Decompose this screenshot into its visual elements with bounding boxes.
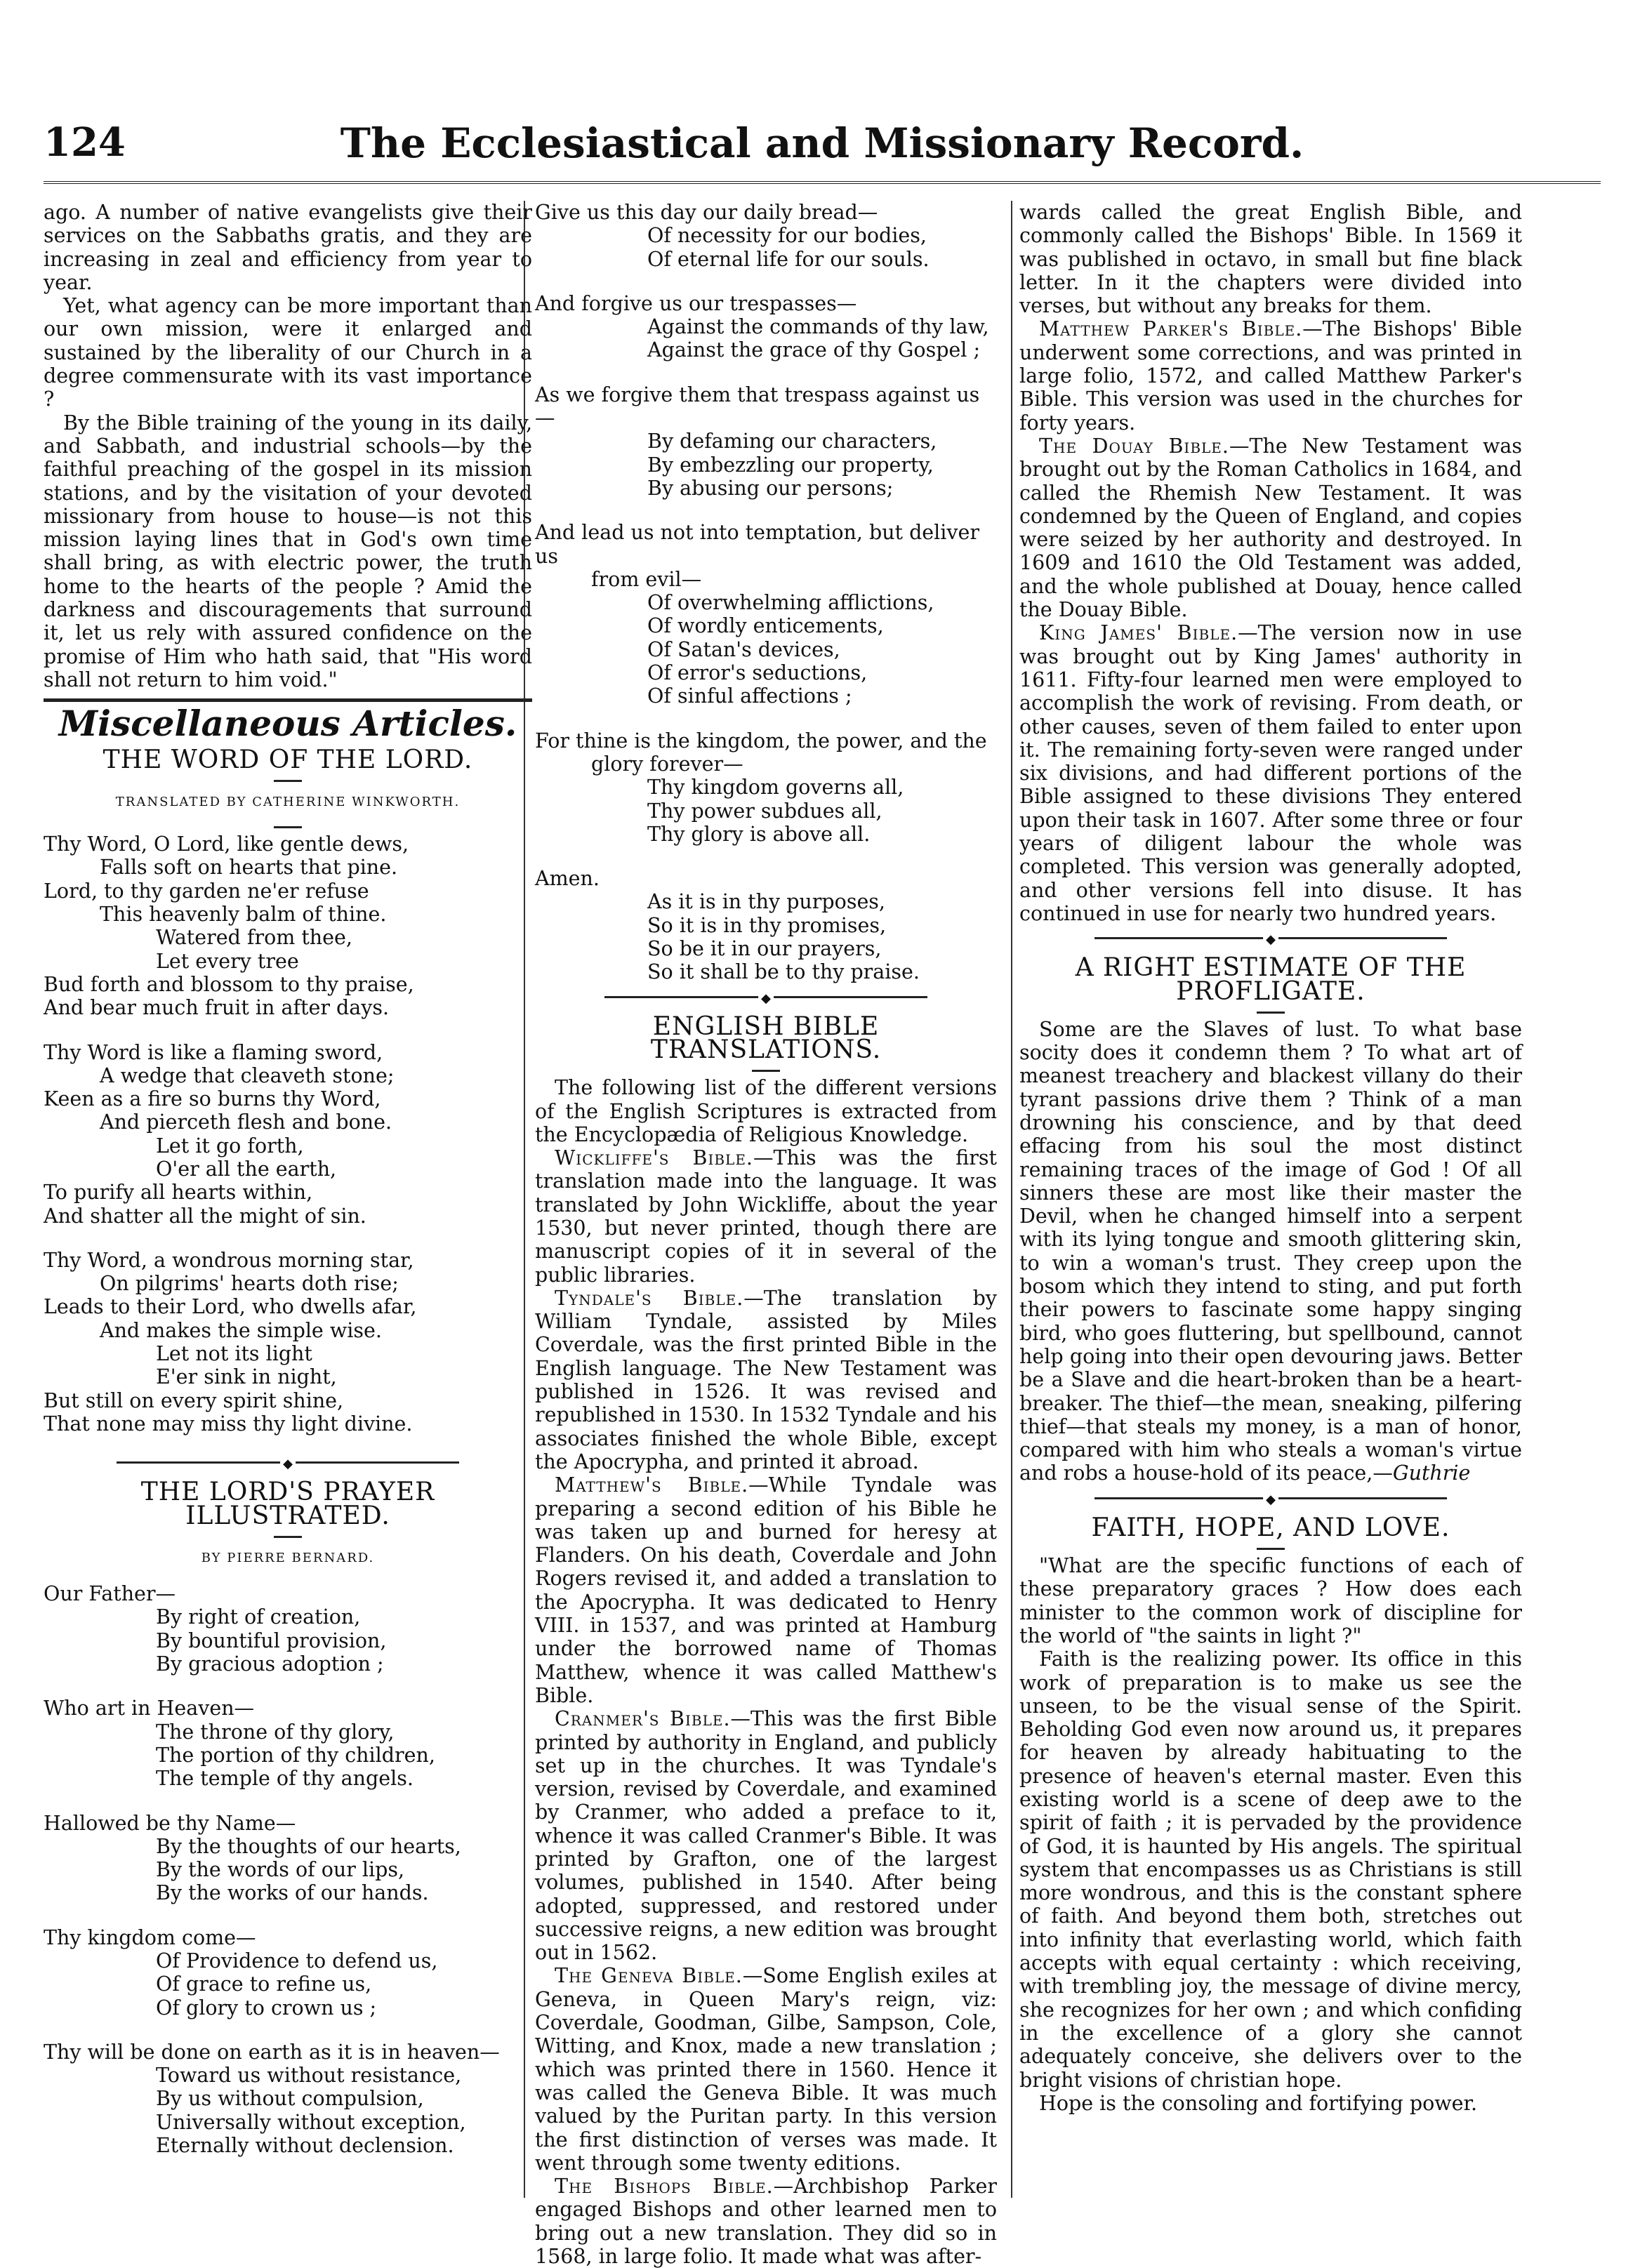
paragraph: Yet, what agency can be more important than our own mission, were it enlarged and sustained by the liberality of our Church in a degree commensurate with its vast importance ? bbox=[44, 294, 532, 411]
entry-heading: Matthew Parker's Bible. bbox=[1039, 317, 1303, 341]
paragraph bbox=[1019, 435, 1522, 621]
prayer-stanza bbox=[44, 1697, 532, 1790]
prayer-head: As we forgive them that trespass against us— bbox=[535, 383, 980, 430]
dash-rule bbox=[752, 1070, 780, 1072]
dash-rule bbox=[1257, 1012, 1285, 1014]
verse-line: Keen as a fire so burns thy Word, bbox=[44, 1087, 381, 1111]
prayer-stanza bbox=[535, 292, 997, 362]
verse-line: Thy Word, O Lord, like gentle dews, bbox=[44, 833, 409, 856]
page-title: The Ecclesiastical and Missionary Record. bbox=[340, 119, 1304, 167]
verse-line: By defaming our characters, bbox=[647, 430, 937, 453]
entry-text: —Archbishop Parker engaged Bishops and other learned men to bring out a new translation. They did so in 1568, in large folio. It made what was after- bbox=[535, 2175, 997, 2268]
paragraph bbox=[1019, 1018, 1522, 1485]
poem-stanza bbox=[44, 1041, 532, 1228]
prayer-head: Thy will be done on earth as it is in heaven— bbox=[44, 2040, 500, 2064]
article-title: ENGLISH BIBLE TRANSLATIONS. bbox=[650, 1012, 882, 1064]
verse-line: And bear much fruit in after days. bbox=[44, 996, 390, 1020]
poem-title: THE WORD OF THE LORD. bbox=[102, 745, 473, 774]
verse-line: The throne of thy glory, bbox=[156, 1720, 395, 1744]
paragraph: Faith is the realizing power. Its office in this work of preparation is to make us see the unseen, to be the visual sense of the Spirit. Beholding God even now around us, it prepares for heaven by already habituating to the presence of heaven's eternal master. Even this existing world is a scene of deep awe to the spirit of faith ; it is pervaded by the providence of God, it is haunted by His angels. The spiritual system that encompasses us as Christians is still more wondrous, and this is the constant sphere of faith. And beyond them both, stretches out into infinity that everlasting world, which faith accepts with equal certainty : which receiving, with trembling joy, the message of divine mercy, she recognizes for her own ; and which confiding in the excellence of a glory she cannot adequately conceive, she delivers over to the bright visions of christian hope. bbox=[1019, 1647, 1522, 2092]
section-heading: Miscellaneous Articles. bbox=[58, 703, 517, 745]
article-text: Some are the Slaves of lust. To what base socity does it condemn them ? To what art of meanest treachery and blackest villany do their tyrant passions drive them ? Think of a man drowning his conscience, and by that deed effacing from his soul the most distinct remaining traces of the image of God ! Of all sinners these are most like their master the Devil, when he changed himself into a serpent with its lying tongue and smooth glittering skin, to win a woman's trust. They creep upon the bosom which they intend to sting, and put forth their powers to fascinate some happy singing bird, who goes fluttering, but spellbound, cannot help going into their open devouring jaws. Better be a Slave and die heart-broken than be a heart-breaker. The thief—the mean, sneaking, pilfering thief—that steals my money, is a man of honor, compared with him who steals a woman's virtue and robs a house-hold of its peace,— bbox=[1019, 1017, 1522, 1485]
poem-title: THE LORD'S PRAYER ILLUSTRATED. bbox=[140, 1478, 435, 1530]
prayer-head: And forgive us our trespasses— bbox=[535, 291, 857, 315]
prayer-stanza bbox=[44, 2041, 532, 2157]
verse-line: Of wordly enticements, bbox=[647, 614, 884, 638]
ornament-rule bbox=[44, 1457, 532, 1468]
prayer-head: Who art in Heaven— bbox=[44, 1697, 255, 1720]
byline: BY PIERRE BERNARD. bbox=[201, 1550, 375, 1565]
verse-line: Of necessity for our bodies, bbox=[647, 224, 927, 248]
prayer-stanza bbox=[535, 729, 997, 846]
verse-line: Thy Word, a wondrous morning star, bbox=[44, 1248, 414, 1272]
entry-text: —This was the first translation made into the language. It was translated by John Wickliffe, about the year 1530, but never printed, though there are manuscript copies of it in several of the public libraries. bbox=[535, 1146, 997, 1287]
paragraph bbox=[1019, 621, 1522, 925]
paragraph bbox=[535, 1707, 997, 1964]
verse-line: And pierceth flesh and bone. bbox=[100, 1110, 392, 1134]
dash-rule bbox=[274, 826, 302, 828]
entry-heading: Matthew's Bible. bbox=[555, 1473, 749, 1497]
author: Guthrie bbox=[1392, 1461, 1471, 1485]
prayer-head: Hallowed be thy Name— bbox=[44, 1811, 296, 1835]
entry-text: —The Bishops' Bible underwent some corrections, and was printed in large folio, 1572, and called Matthew Parker's Bible. This version was used in the churches for forty years. bbox=[1019, 317, 1522, 435]
paragraph: Hope is the consoling and fortifying power. bbox=[1039, 2091, 1478, 2115]
verse-line: As it is in thy purposes, bbox=[647, 890, 885, 914]
verse-line: By embezzling our property, bbox=[647, 453, 934, 477]
entry-text: —Some English exiles at Geneva, in Queen Mary's reign, viz: Coverdale, Goodman, Gilbe, Sampson, Cole, Witting, and Knox, made a new translation ; which was printed there in 1560. Hence it was called the Geneva Bible. It was much valued by the Puritan party. In this version the first distinction of verses was made. It went through some twenty editions. bbox=[535, 1964, 997, 2175]
poem-stanza bbox=[44, 1249, 532, 1435]
paragraph: wards called the great English Bible, and commonly called the Bishops' Bible. In 1569 it was published in octavo, in small but fine black letter. In it the chapters were divided into verses, but without any breaks for them. bbox=[1019, 201, 1522, 318]
verse-line: Let every tree bbox=[156, 949, 299, 973]
prayer-stanza bbox=[44, 1582, 532, 1676]
entry-heading: King James' Bible. bbox=[1039, 621, 1238, 645]
verse-line: O'er all the earth, bbox=[156, 1157, 337, 1181]
prayer-head: And lead us not into temptation, but deliver us bbox=[535, 521, 979, 568]
entry-heading: Cranmer's Bible. bbox=[555, 1707, 731, 1731]
verse-line: Of sinful affections ; bbox=[647, 684, 852, 708]
verse-line: Leads to their Lord, who dwells afar, bbox=[44, 1295, 417, 1319]
paragraph bbox=[535, 1146, 997, 1287]
dash-rule bbox=[274, 1536, 302, 1538]
paragraph bbox=[535, 2175, 997, 2268]
ornament-rule bbox=[1019, 932, 1522, 943]
verse-line: Thy glory is above all. bbox=[647, 822, 871, 846]
verse-line: Eternally without declension. bbox=[156, 2134, 454, 2158]
verse-line: That none may miss thy light divine. bbox=[44, 1412, 413, 1435]
verse-line: Bud forth and blossom to thy praise, bbox=[44, 972, 414, 996]
verse-line: Thy power subdues all, bbox=[647, 799, 882, 823]
verse-line: By abusing our persons; bbox=[647, 476, 894, 500]
verse-line: By the works of our hands. bbox=[156, 1881, 429, 1905]
verse-line: Let not its light bbox=[156, 1342, 312, 1366]
verse-line: Against the commands of thy law, bbox=[647, 315, 989, 339]
column-divider bbox=[1011, 201, 1012, 2198]
verse-line: So it is in thy promises, bbox=[647, 913, 887, 937]
verse-line: And makes the simple wise. bbox=[100, 1318, 382, 1342]
page-header bbox=[44, 119, 1601, 175]
entry-heading: The Douay Bible. bbox=[1039, 434, 1229, 458]
entry-text: —The version now in use was brought out by King James' authority in 1611. Fifty-four learned men were employed to accomplish the work of revising. From death, or other causes, seven of them failed to enter upon it. The remaining forty-seven were ranged under six divisions, and had different portions of the Bible assigned to these divisions They entered upon their task in 1607. After some three or four years of diligent labour the whole was completed. This version was generally adopted, and other versions fell into disuse. It has continued in use for nearly two hundred years. bbox=[1019, 621, 1522, 925]
column-2 bbox=[535, 201, 997, 2268]
verse-line: And shatter all the might of sin. bbox=[44, 1204, 366, 1228]
verse-line: Let it go forth, bbox=[156, 1134, 304, 1158]
prayer-stanza bbox=[44, 1812, 532, 1905]
verse-line: By gracious adoption ; bbox=[156, 1652, 384, 1676]
verse-line: Toward us without resistance, bbox=[156, 2064, 462, 2088]
verse-line: This heavenly balm of thine. bbox=[100, 903, 387, 927]
verse-line: Of Providence to defend us, bbox=[156, 1949, 438, 1972]
verse-line: Lord, to thy garden ne'er refuse bbox=[44, 879, 369, 903]
prayer-stanza bbox=[535, 521, 997, 708]
section-rule bbox=[44, 698, 532, 702]
verse-line: Of overwhelming afflictions, bbox=[647, 591, 934, 615]
verse-line: But still on every spirit shine, bbox=[44, 1388, 344, 1412]
column-3 bbox=[1019, 201, 1522, 2115]
verse-line: E'er sink in night, bbox=[156, 1365, 337, 1389]
article-title: FAITH, HOPE, AND LOVE. bbox=[1091, 1513, 1450, 1542]
verse-line: To purify all hearts within, bbox=[44, 1181, 313, 1205]
prayer-stanza bbox=[535, 383, 997, 500]
verse-line: Of glory to crown us ; bbox=[156, 1996, 377, 2020]
verse-line: A wedge that cleaveth stone; bbox=[100, 1063, 395, 1087]
verse-line: On pilgrims' hearts doth rise; bbox=[100, 1272, 399, 1296]
prayer-head: Give us this day our daily bread— bbox=[535, 201, 878, 224]
entry-text: —The New Testament was brought out by the Roman Catholics in 1684, and called the Rhemish New Testament. It was condemned by the Queen of England, and copies were seized by her authority and destroyed. In 1609 and 1610 the Old Testament was added, and the whole published at Douay, hence called the Douay Bible. bbox=[1019, 434, 1522, 622]
entry-text: —The translation by William Tyndale, assisted by Miles Coverdale, was the first printed Bible in the English language. The New Testament was published in 1526. It was revised and republished in 1530. In 1532 Tyndale and his associates finished the whole Bible, except the Apocrypha, and printed it abroad. bbox=[535, 1286, 997, 1473]
entry-heading: Tyndale's Bible. bbox=[555, 1286, 744, 1310]
verse-line: Of error's seductions, bbox=[647, 661, 868, 685]
article-title: A RIGHT ESTIMATE OF THE PROFLIGATE. bbox=[1075, 953, 1467, 1006]
byline: TRANSLATED BY CATHERINE WINKWORTH. bbox=[115, 794, 461, 809]
verse-line: Watered from thee, bbox=[156, 926, 352, 950]
paragraph: ago. A number of native evangelists give their services on the Sabbaths gratis, and they are increasing in zeal and efficiency from year to year. bbox=[44, 201, 532, 294]
prayer-head: from evil— bbox=[591, 567, 702, 591]
verse-line: Thy Word is like a flaming sword, bbox=[44, 1040, 383, 1064]
paragraph bbox=[535, 1964, 997, 2175]
verse-line: By the thoughts of our hearts, bbox=[156, 1834, 461, 1858]
verse-line: So it shall be to thy praise. bbox=[647, 960, 920, 984]
column-1 bbox=[44, 201, 532, 2178]
verse-line: By right of creation, bbox=[156, 1605, 361, 1629]
verse-line: Of grace to refine us, bbox=[156, 1972, 372, 1996]
prayer-head: Amen. bbox=[535, 867, 600, 891]
prayer-stanza bbox=[44, 1926, 532, 2020]
dash-rule bbox=[274, 780, 302, 782]
verse-line: By us without compulsion, bbox=[156, 2087, 424, 2111]
paragraph bbox=[535, 1473, 997, 1707]
entry-heading: The Geneva Bible. bbox=[555, 1964, 743, 1988]
prayer-head: For thine is the kingdom, the power, and the bbox=[535, 729, 987, 752]
verse-line: The portion of thy children, bbox=[156, 1743, 435, 1767]
paragraph: The following list of the different versions of the English Scriptures is extracted from the Encyclopædia of Religious Knowledge. bbox=[535, 1076, 997, 1146]
verse-line: Thy kingdom governs all, bbox=[647, 776, 904, 800]
verse-line: Of Satan's devices, bbox=[647, 637, 840, 661]
entry-text: —This was the first Bible printed by authority in England, and publicly set up in the churches. It was Tyndale's version, revised by Coverdale, and examined by Cranmer, who added a preface to it, whence it was called Cranmer's Bible. It was printed by Grafton, one of the largest volumes, published in 1540. After being adopted, suppressed, and restored under successive reigns, a new edition was brought out in 1562. bbox=[535, 1707, 997, 1965]
verse-line: So be it in our prayers, bbox=[647, 937, 882, 961]
entry-text: —While Tyndale was preparing a second edition of his Bible he was taken up and burned for heresy at Flanders. On his death, Coverdale and John Rogers revised it, and added a translation to the Apocrypha. It was dedicated to Henry VIII. in 1537, and was printed at Hamburg under the borrowed name of Thomas Matthew, whence it was called Matthew's Bible. bbox=[535, 1473, 997, 1707]
verse-line: Against the grace of thy Gospel ; bbox=[647, 338, 981, 362]
verse-line: By bountiful provision, bbox=[156, 1629, 387, 1652]
poem-stanza bbox=[44, 833, 532, 1019]
page-number: 124 bbox=[44, 119, 126, 166]
prayer-head: Thy kingdom come— bbox=[44, 1925, 256, 1949]
dash-rule bbox=[1257, 1548, 1285, 1550]
entry-heading: Wickliffe's Bible. bbox=[555, 1146, 753, 1170]
prayer-head: glory forever— bbox=[591, 752, 743, 776]
entry-heading: The Bishops Bible. bbox=[555, 2175, 774, 2199]
ornament-rule bbox=[1019, 1492, 1522, 1504]
verse-line: Falls soft on hearts that pine. bbox=[100, 856, 398, 880]
prayer-stanza bbox=[535, 201, 997, 271]
paragraph: "What are the specific functions of each of these preparatory graces ? How does each minister to the common work of discipline for the world of "the saints in light ?" bbox=[1019, 1554, 1522, 1647]
prayer-head: Our Father— bbox=[44, 1582, 176, 1606]
verse-line: By the words of our lips, bbox=[156, 1858, 405, 1882]
prayer-stanza bbox=[535, 867, 997, 983]
paragraph bbox=[1019, 317, 1522, 434]
header-rule bbox=[44, 181, 1601, 184]
verse-line: Of eternal life for our souls. bbox=[647, 247, 930, 271]
paragraph bbox=[535, 1287, 997, 1473]
ornament-rule bbox=[535, 991, 997, 1002]
paragraph: By the Bible training of the young in its daily, and Sabbath, and industrial schools—by the faithful preaching of the gospel in its mission stations, and by the visitation of your devoted missionary from house to house—is not this mission laying lines that in God's own time shall bring, as with electric power, the truth home to the hearts of the people ? Amid the darkness and discouragements that surround it, let us rely with assured confidence on the promise of Him who hath said, that "His word shall not return to him void." bbox=[44, 411, 532, 691]
verse-line: The temple of thy angels. bbox=[156, 1767, 414, 1791]
verse-line: Universally without exception, bbox=[156, 2110, 466, 2134]
